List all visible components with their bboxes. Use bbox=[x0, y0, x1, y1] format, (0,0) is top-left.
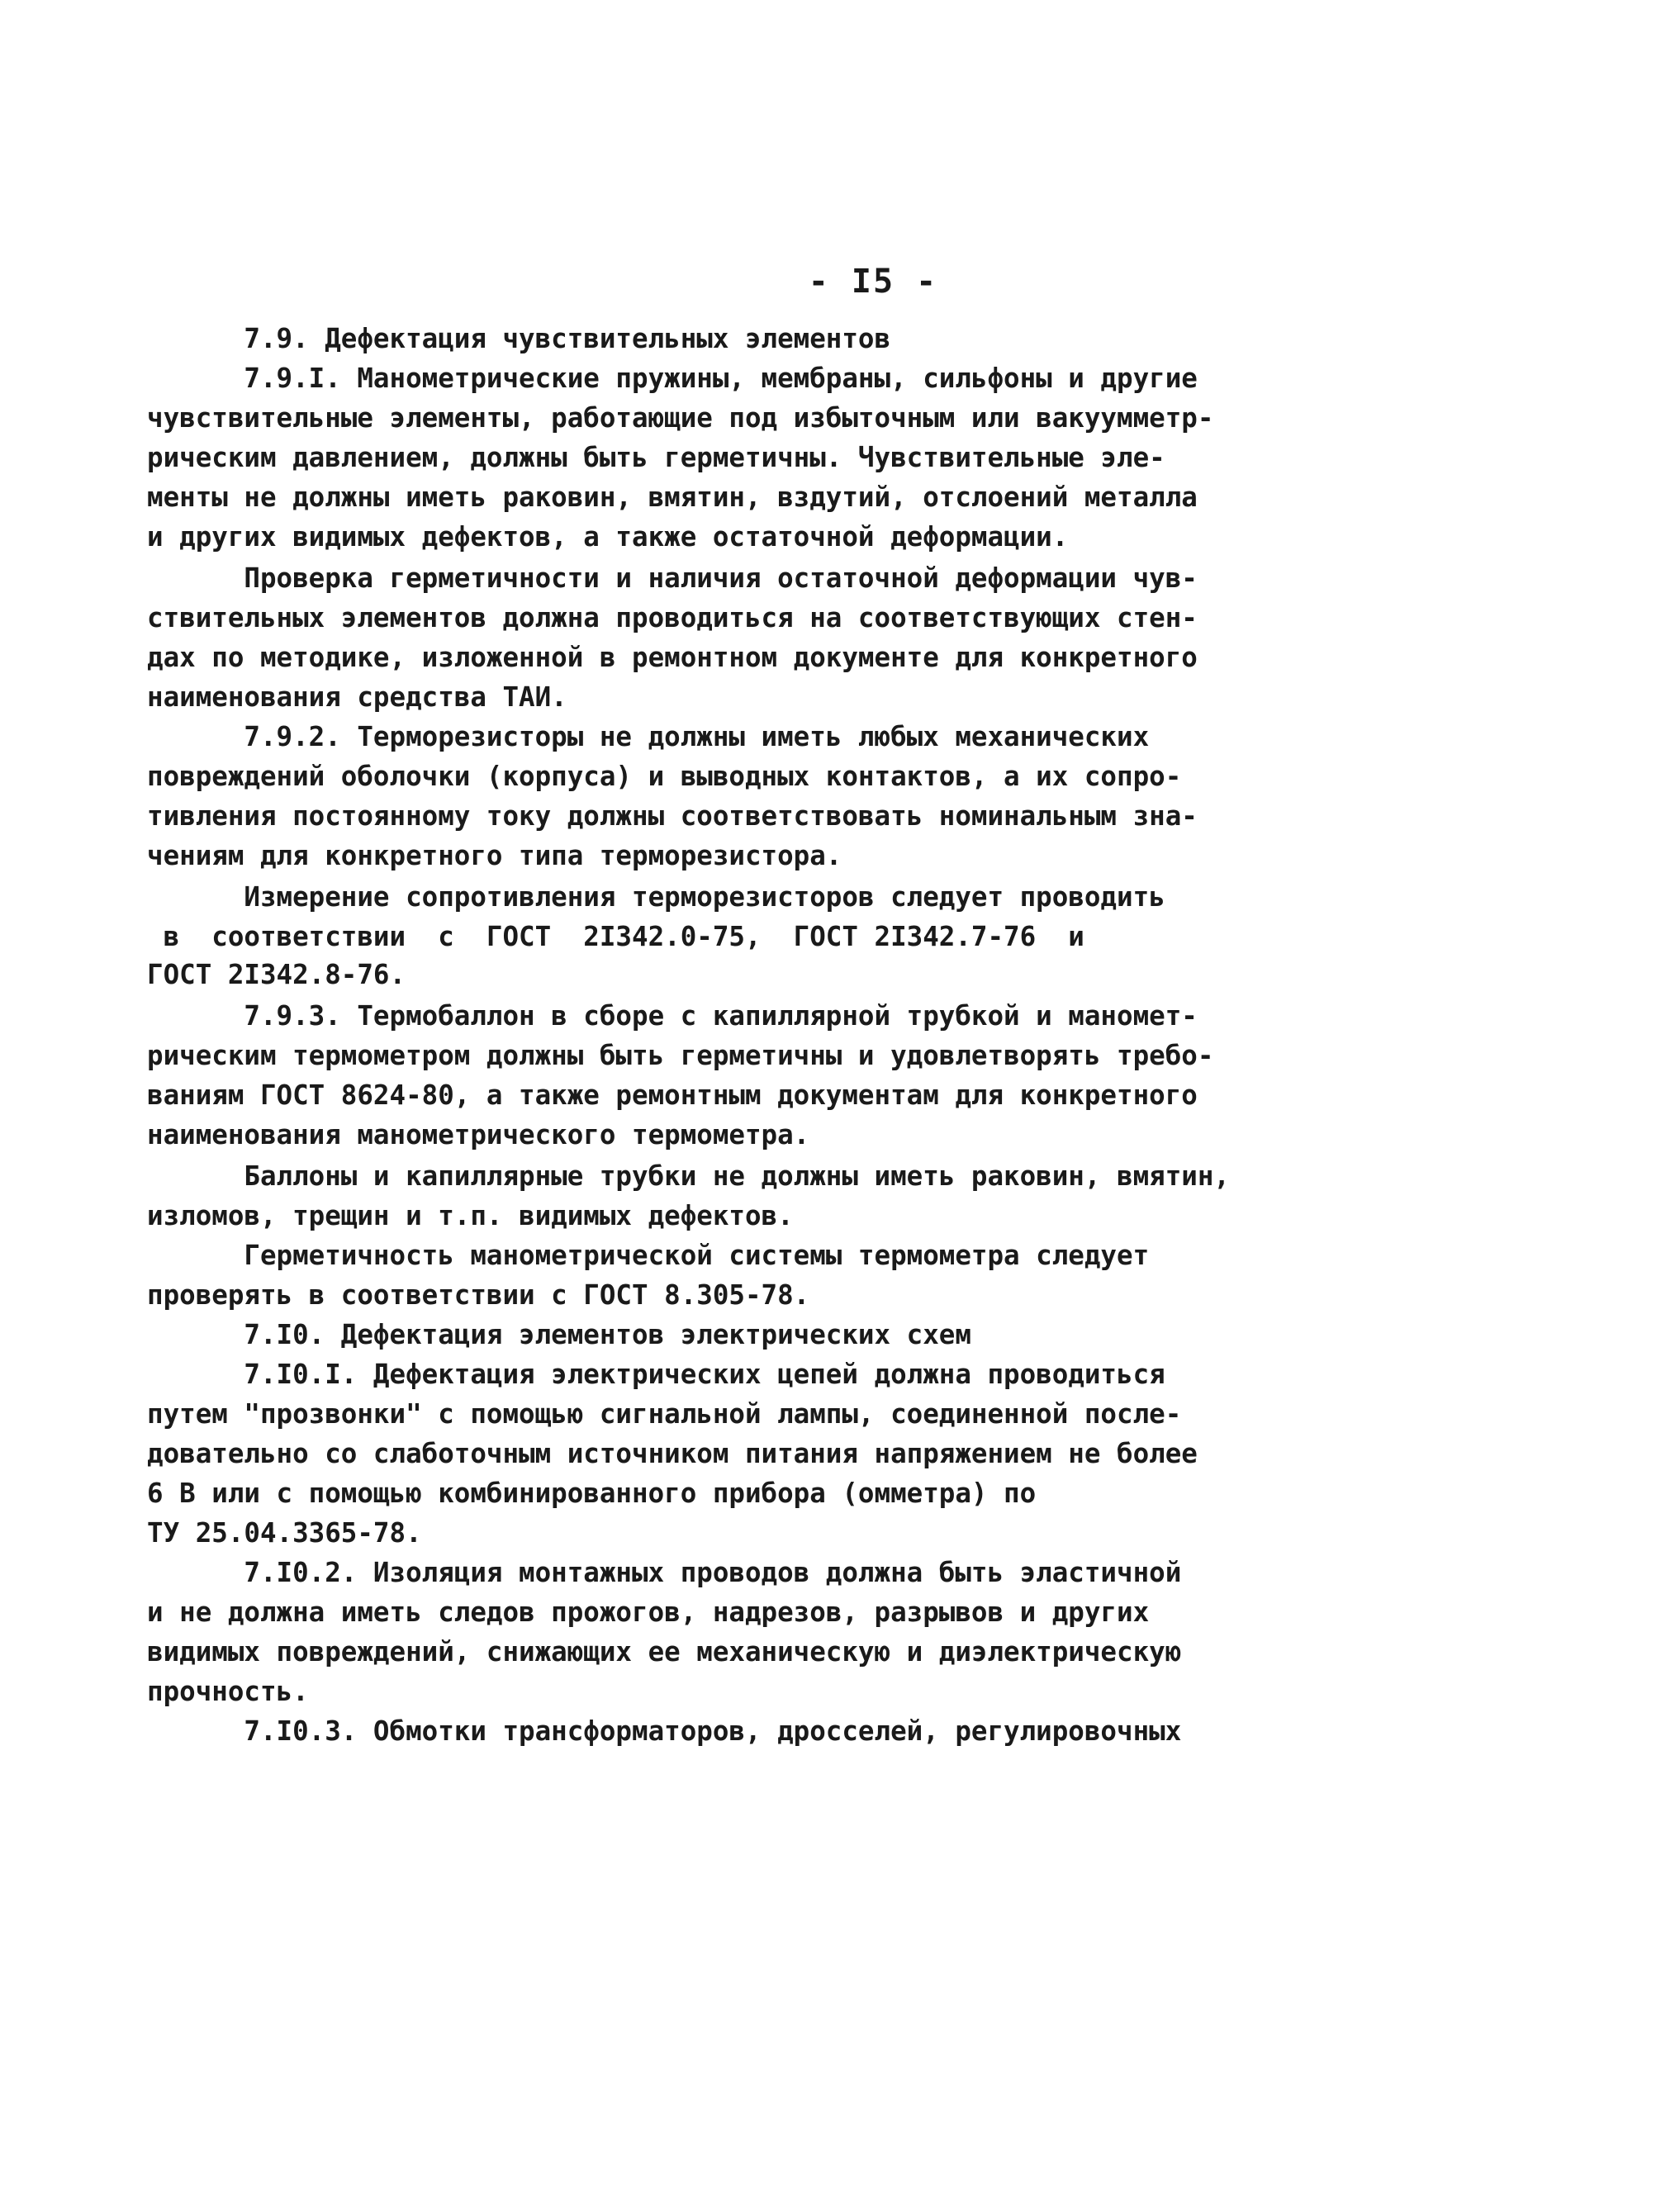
text-line: 7.I0.2. Изоляция монтажных проводов должна быть эластичной bbox=[147, 1557, 1182, 1588]
text-line: прочность. bbox=[147, 1676, 309, 1707]
text-line: проверять в соответствии с ГОСТ 8.305-78. bbox=[147, 1279, 810, 1311]
text-line: и не должна иметь следов прожогов, надрезов, разрывов и других bbox=[147, 1596, 1150, 1628]
text-line: и других видимых дефектов, а также остаточной деформации. bbox=[147, 521, 1069, 553]
text-line: 7.9.3. Термобаллон в сборе с капиллярной трубкой и маномет- bbox=[147, 1000, 1198, 1032]
text-line: 7.I0.3. Обмотки трансформаторов, дросселей, регулировочных bbox=[147, 1715, 1182, 1747]
text-line: ствительных элементов должна проводиться на соответствующих стен- bbox=[147, 602, 1198, 633]
heading-7-10: 7.I0. Дефектация элементов электрических схем bbox=[147, 1319, 971, 1350]
text-line: довательно со слаботочным источником питания напряжением не более bbox=[147, 1438, 1198, 1469]
text-line: чувствительные элементы, работающие под избыточным или вакуумметр- bbox=[147, 402, 1214, 434]
text-line: Проверка герметичности и наличия остаточной деформации чув- bbox=[147, 562, 1198, 594]
text-line: рическим термометром должны быть герметичны и удовлетворять требо- bbox=[147, 1040, 1214, 1071]
text-line: тивления постоянному току должны соответствовать номинальным зна- bbox=[147, 800, 1198, 832]
text-line: ваниям ГОСТ 8624-80, а также ремонтным документам для конкретного bbox=[147, 1079, 1198, 1111]
text-line: 7.9.2. Терморезисторы не должны иметь любых механических bbox=[147, 721, 1150, 752]
text-line: 7.I0.I. Дефектация электрических цепей должна проводиться bbox=[147, 1359, 1165, 1390]
text-line: наименования манометрического термометра. bbox=[147, 1119, 810, 1150]
text-line: в соответствии с ГОСТ 2I342.0-75, ГОСТ 2I342.7-76 и bbox=[147, 921, 1084, 952]
text-line: ГОСТ 2I342.8-76. bbox=[147, 959, 406, 990]
text-line: Баллоны и капиллярные трубки не должны иметь раковин, вмятин, bbox=[147, 1160, 1230, 1192]
text-line: видимых повреждений, снижающих ее механическую и диэлектрическую bbox=[147, 1636, 1182, 1668]
heading-7-9: 7.9. Дефектация чувствительных элементов bbox=[147, 323, 891, 354]
text-line: изломов, трещин и т.п. видимых дефектов. bbox=[147, 1200, 794, 1231]
text-line: дах по методике, изложенной в ремонтном документе для конкретного bbox=[147, 642, 1198, 673]
text-line: путем "прозвонки" с помощью сигнальной лампы, соединенной после- bbox=[147, 1398, 1182, 1430]
text-line: повреждений оболочки (корпуса) и выводных контактов, а их сопро- bbox=[147, 761, 1182, 792]
text-line: наименования средства ТАИ. bbox=[147, 681, 567, 713]
text-line: Измерение сопротивления терморезисторов следует проводить bbox=[147, 881, 1165, 913]
text-line: ТУ 25.04.3365-78. bbox=[147, 1517, 422, 1549]
page-number: - I5 - bbox=[808, 263, 938, 301]
text-line: 6 В или с помощью комбинированного прибора (омметра) по bbox=[147, 1478, 1037, 1509]
text-line: Герметичность манометрической системы термометра следует bbox=[147, 1240, 1150, 1271]
text-line: чениям для конкретного типа терморезистора. bbox=[147, 840, 842, 871]
text-line: рическим давлением, должны быть герметичны. Чувствительные эле- bbox=[147, 442, 1165, 473]
text-line: 7.9.I. Манометрические пружины, мембраны, сильфоны и другие bbox=[147, 363, 1198, 394]
text-line: менты не должны иметь раковин, вмятин, вздутий, отслоений металла bbox=[147, 482, 1198, 513]
